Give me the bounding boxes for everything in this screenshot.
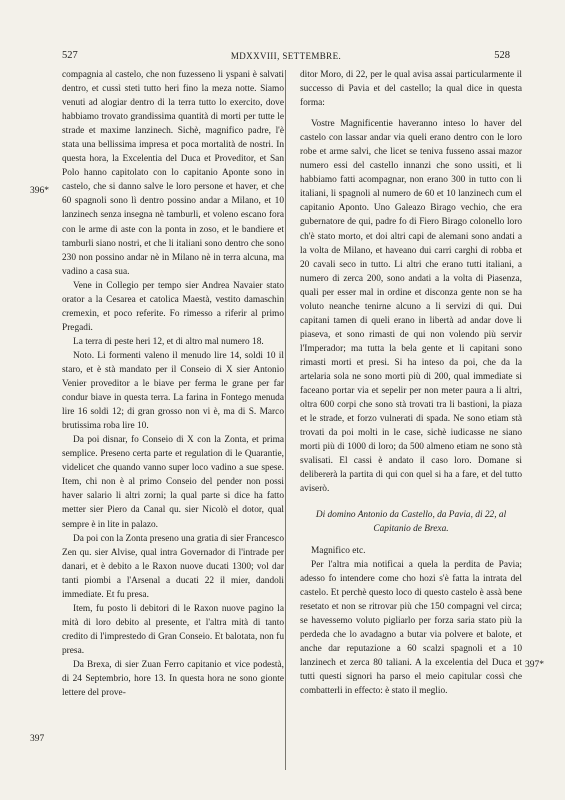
paragraph: Da poi con la Zonta preseno una gratia di sier Francesco Zen qu. sier Alvise, qual intra Governador di l'intrade per danari, et è debito a le Raxon nuove ducati 1300; vol dar tanti piombi a l'Arsenal a ducati 22 il mier, dandoli immediate. Et fu presa. <box>62 533 284 600</box>
paragraph: Noto. Li formenti valeno il menudo lire 14, soldi 10 il staro, et è stà mandato per il Conseio di X sier Antonio Venier proveditor a le biave per ferma le grane per far condur biave in questa terra. La farina in Fontego menuda lire 16 soldi 12; di gran grosso non vi è, ma di S. Marco brutissima roba lire 10. <box>62 350 284 432</box>
margin-mark-right-1: 397* <box>525 660 544 670</box>
salutation: Magnifico etc. <box>311 545 366 556</box>
left-page-number: 527 <box>62 50 78 61</box>
right-column <box>300 68 522 698</box>
margin-mark-left-1: 396* <box>30 186 49 196</box>
paragraph: ditor Moro, di 22, per le qual avisa assai particularmente il successo di Pavia et del castello; la qual dice in questa forma: <box>300 70 522 109</box>
paragraph: La terra di peste heri 12, et di altro mal numero 18. <box>73 336 264 347</box>
paragraph: Da poi disnar, fo Conseio di X con la Zonta, et prima semplice. Preseno certa parte et regulation di le Quarantie, videlicet che quando vanno super loco vadino a sue spese. Item, chi non è al primo Conseio del pender non possi haver salario li altri zorni; la qual parte si dice ha fatto metter sier Piero da Canal qu. sier Nicolò el dotor, qual sempre è in lite in palazo. <box>62 435 284 530</box>
paragraph: Vene in Collegio per tempo sier Andrea Navaier stato orator a la Cesarea et catolica Maestà, vestito damaschin cremexin, et poco referite. Fo rimesso a riferir al primo Pregadi. <box>62 280 284 333</box>
running-title: MDXXVIII, SETTEMBRE. <box>230 51 342 61</box>
margin-mark-left-2: 397 <box>30 734 45 744</box>
letter-heading: Di domino Antonio da Castello, da Pavia, di 22, al Capitanio de Brexa. <box>315 510 507 535</box>
paragraph: Da Brexa, di sier Zuan Ferro capitanio et vice podestà, di 24 Septembrio, hore 13. In questa hora ne sono gionte lettere del prove- <box>62 659 284 699</box>
paragraph: Item, fu posto li debitori di le Raxon nuove pagino la mità di loro debito al presente, et l'altra mità di tanto credito di l'imprestedo di Gran Conseio. Et balotata, non fu presa. <box>62 603 284 656</box>
right-page-number: 528 <box>494 50 510 61</box>
paragraph: compagnia al castelo, che non fuzesseno li yspani è salvati dentro, et cussì steti tutto heri fino la meza notte. Siamo venuti ad alogiar dentro di la terra tutto lo exercito, dove habbiamo trovato grandissima quantità di morti per tutte le strade et maxime lanzinech. Sichè, magnifico padre, l'è stata una bellissima impresa et poca mortalità de nostri. In questa hora, la Excelentia del Duca et Proveditor, et San Polo hanno capitolato con lo capitanio Aponte sono in castelo, che si danno salve le loro persone et haver, et che 60 spagnoli sono lì dentro possino andar a Milano, et 10 lanzinech senza insegna nè tamburli, et voleno escano fora con le arme di aste con la ponta in zoso, et le bandiere et tamburli siano nostri, et che li italiani sono dentro che sono 230 non possino andar nè in Milano nè in terra alcuna, ma vadino a casa sua. <box>62 70 284 277</box>
left-column <box>62 68 284 700</box>
letter-text: Per l'altra mia notificai a quela la perdita de Pavia; adesso fo intendere come cho hozi s'è fatta la intrata del castelo. Et perchè questo loco di questo castelo è assà bene resetato et non se ritrovar più che 150 compagni vel circa; se havessemo voluto pigliarlo per forza saria stato più la perdeda che lo avadagno a butar via polvere et balote, et anche dar reputazione a 60 scalzi spagnoli et a 10 lanzinech et zerca 80 taliani. A la excelentia del Duca et tutti questi signori ha parso el meio capitular cossì che combatterli in effecto: è stato il meglio. <box>300 559 522 696</box>
page-header <box>62 50 510 66</box>
letter-text: Vostre Magnificentie haveranno inteso lo haver del castelo con lassar andar via queli erano dentro con le loro robe et arme salvi, che licet se teniva fusseno assai mazor numero essi del castello innanzi che sono ussiti, et li habbiamo fatti acompagnar, non erano 300 in tutto con li italiani, li spagnoli al numero de 60 et 10 lanzinech cum el capitanio Aponto. Uno Galeazo Birago vechio, che era gubernatore de qui, padre fo di Fiero Birago colonello loro ch'è stato morto, et doi altri capi de alemani sono andati a la volta de Milano, et haveano dui carri carghi di robba et 20 cavali seco in tutto. Li altri che erano tutti italiani, a numero di zerca 200, sono andati a la volta di Piasenza, quali per esser mal in ordine et disconza gente non se ha voluto neanche tenirne alcuno a li servizi di qui. Dui capitani tamen di queli erano in libertà ad andar dove li piaseva, et sono rimasti de qui non volendo più servir l'Imperador; ma tutta la bela gente et li capitani sono rimasti morti et presi. Si ha inteso da poi, che da la artelaria sola ne sono morti più di 200, qual immediate si faceano portar via et sepelir per non meter paura a li altri, oltra 600 corpi che sono stà trovati tra li bastioni, la piaza et le strade, et forzo vulnerati di spada. Ne sono etiam stà trovati da poi molti in le case, sichè iudicasse ne siano morti più di 1000 di loro; da 500 almeno etiam ne sono stà svalisati. El cassi è andato il caso loro. Domane si delibererà la partita di qui con quel si ha a fare, et del tutto aviserò. <box>300 119 522 495</box>
column-divider <box>285 70 286 770</box>
